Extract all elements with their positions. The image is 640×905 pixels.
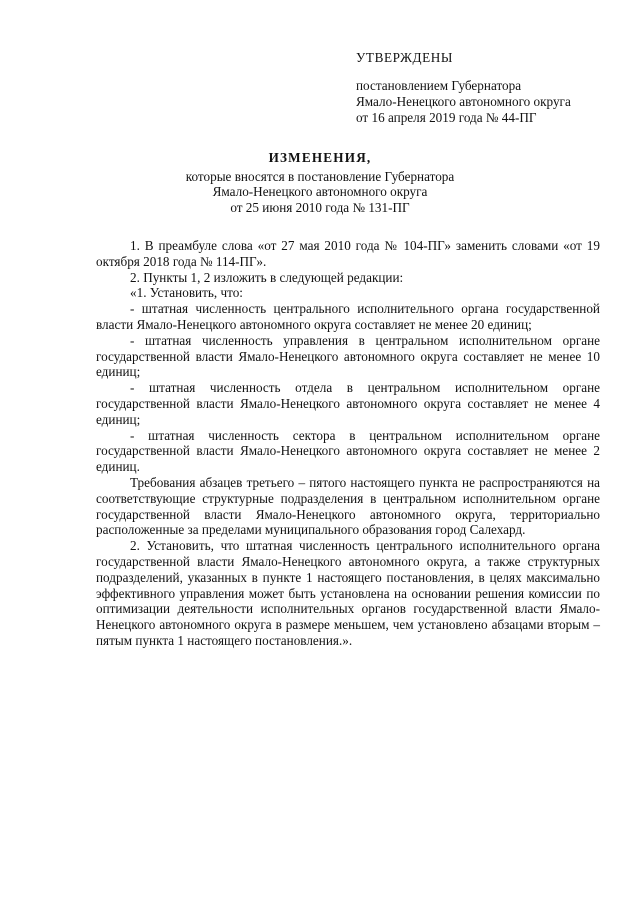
approval-line: от 16 апреля 2019 года № 44-ПГ bbox=[356, 110, 537, 125]
approval-heading: УТВЕРЖДЕНЫ bbox=[356, 50, 454, 65]
paragraph-item-1: 1. В преамбуле слова «от 27 мая 2010 года № 104-ПГ» заменить словами «от 19 октября 2018 года № 114-ПГ». bbox=[96, 238, 600, 269]
approval-line: Ямало-Ненецкого автономного округа bbox=[356, 94, 571, 109]
paragraph-staff-division: - штатная численность отдела в центральном исполнительном органе государственной власти Ямало-Ненецкого автономного округа составляет не менее 4 единиц; bbox=[96, 380, 600, 427]
paragraph-requirements: Требования абзацев третьего – пятого настоящего пункта не распространяются на соответствующие структурные подразделения в центральном исполнительном органе государственной власти Ямало-Ненецкого автономного округа, территориально расположенные за пределами муниципального образования город Салехард. bbox=[96, 474, 600, 538]
document-title: ИЗМЕНЕНИЯ, bbox=[268, 150, 372, 165]
approval-line: постановлением Губернатора bbox=[356, 78, 522, 93]
document-subtitle-line: которые вносятся в постановление Губернатора bbox=[185, 168, 455, 184]
document-header bbox=[120, 150, 520, 215]
paragraph-staff-department: - штатная численность управления в центральном исполнительном органе государственной власти Ямало-Ненецкого автономного округа составляет не менее 10 единиц; bbox=[96, 332, 600, 380]
approval-stamp bbox=[356, 50, 626, 126]
document-subtitle-line: Ямало-Ненецкого автономного округа bbox=[212, 184, 428, 199]
paragraph-item-2-new: 2. Установить, что штатная численность центрального исполнительного органа государственной власти Ямало-Ненецкого автономного округа, а также структурных подразделений, указанных в пункте 1 настоящего постановления, в целях максимально эффективного управления может быть установлена на основании решения комиссии по оптимизации деятельности исполнительных органов государственной власти Ямало-Ненецкого автономного округа в размере меньшем, чем установлено абзацами вторым – пятым пункта 1 настоящего постановления.». bbox=[96, 538, 600, 648]
document-subtitle-line: от 25 июня 2010 года № 131-ПГ bbox=[230, 199, 410, 215]
document-body bbox=[96, 238, 600, 649]
paragraph-staff-sector: - штатная численность сектора в центральном исполнительном органе государственной власти Ямало-Ненецкого автономного округа составляет не менее 2 единиц. bbox=[96, 427, 600, 475]
paragraph-staff-central-organ: - штатная численность центрального исполнительного органа государственной власти Ямало-Ненецкого автономного округа составляет не менее 20 единиц; bbox=[96, 301, 600, 332]
paragraph-quote-start: «1. Установить, что: bbox=[130, 285, 243, 301]
paragraph-item-2: 2. Пункты 1, 2 изложить в следующей редакции: bbox=[130, 269, 404, 285]
